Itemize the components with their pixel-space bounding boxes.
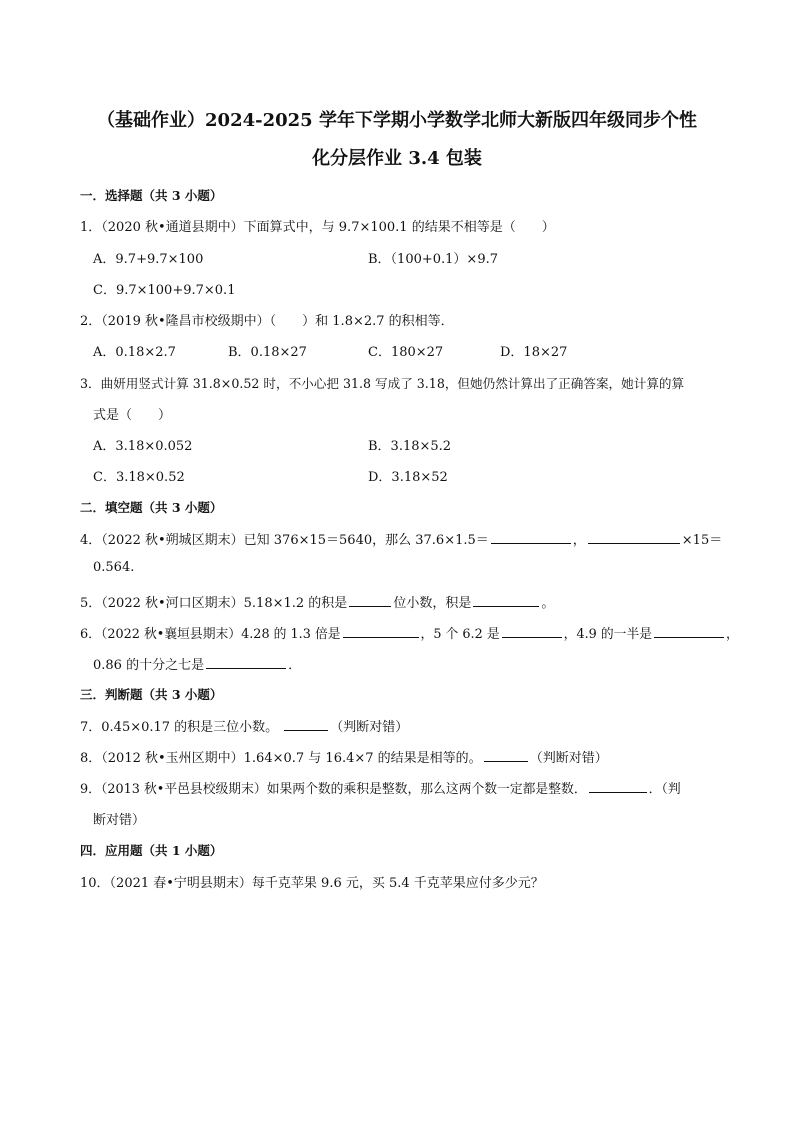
question-3-option-d: D．3.18×52 [368,470,448,485]
question-3-option-a: A．3.18×0.052 [93,439,193,454]
question-9-line-2: 断对错） [93,813,146,828]
question-2-stem: 2．（2019 秋•隆昌市校级期中）（ ）和 1.8×2.7 的积相等． [80,314,454,329]
question-2-option-b: B．0.18×27 [228,345,307,360]
question-6-line-2 [93,654,301,673]
question-4-line-2: 0.564. [93,560,135,575]
question-5-text-2: 位小数，积是 [393,596,472,611]
question-3-option-b: B．3.18×5.2 [368,439,452,454]
question-10-stem: 10．（2021 春•宁明县期末）每千克苹果 9.6 元，买 5.4 千克苹果应付多少元？ [80,876,544,891]
answer-blank[interactable] [588,531,680,544]
question-1-option-b: B．（100+0.1）×9.7 [368,252,499,267]
question-5-text-3: 。 [541,596,555,611]
question-6-text-2: ，5 个 6.2 是 [420,627,500,642]
question-3-option-c: C．3.18×0.52 [93,470,185,485]
question-9-text-2: ．（判 [648,782,681,797]
question-7 [80,716,408,735]
question-5-text-1: 5．（2022 秋•河口区期末）5.18×1.2 的积是 [80,596,348,611]
question-6-text-5: 0.86 的十分之七是 [93,658,205,673]
worksheet-title [60,102,734,178]
answer-blank[interactable] [206,656,286,669]
question-9-line-1 [80,778,681,797]
question-6-text-4: ， [726,627,739,642]
title-line-2: 化分层作业 3.4 包装 [312,148,482,169]
section-heading-application: 四．应用题（共 1 小题） [80,843,223,858]
answer-blank[interactable] [502,625,562,638]
question-6-text-3: ，4.9 的一半是 [563,627,653,642]
answer-blank[interactable] [473,594,539,607]
question-1-option-c: C．9.7×100+9.7×0.1 [93,283,236,298]
title-line-1: （基础作业）2024-2025 学年下学期小学数学北师大新版四年级同步个性 [97,110,697,131]
answer-blank[interactable] [284,718,328,731]
question-6-text-1: 6．（2022 秋•襄垣县期末）4.28 的 1.3 倍是 [80,627,341,642]
question-3-stem-line-1: 3．曲妍用竖式计算 31.8×0.52 时，不小心把 31.8 写成了 3.18，但她仍然计算出了正确答案，她计算的算 [80,376,685,391]
question-8-text-2: （判断对错） [529,751,608,766]
answer-blank[interactable] [484,749,528,762]
question-6-text-6: ． [288,658,302,673]
question-2-option-c: C．180×27 [368,345,444,360]
question-1-stem: 1．（2020 秋•通道县期中）下面算式中，与 9.7×100.1 的结果不相等是（ ） [80,220,555,235]
question-1-option-a: A．9.7+9.7×100 [93,252,204,267]
question-4-text-3: ×15＝ [681,533,723,548]
question-7-text-1: 7．0.45×0.17 的积是三位小数。 [80,720,279,735]
answer-blank[interactable] [491,531,571,544]
answer-blank[interactable] [589,780,647,793]
question-4-text-1: 4．（2022 秋•朔城区期末）已知 376×15＝5640，那么 37.6×1.5＝ [80,533,489,548]
question-8-text-1: 8．（2012 秋•玉州区期中）1.64×0.7 与 16.4×7 的结果是相等的。 [80,751,482,766]
section-heading-choice: 一．选择题（共 3 小题） [80,188,223,203]
answer-blank[interactable] [654,625,724,638]
question-4-text-2: ， [572,533,586,548]
question-2-option-a: A．0.18×2.7 [93,345,176,360]
answer-blank[interactable] [349,594,391,607]
question-4-line-1 [80,529,722,548]
section-heading-fill-blank: 二．填空题（共 3 小题） [80,500,223,515]
question-6-line-1 [80,623,739,642]
question-8 [80,747,608,766]
question-7-text-2: （判断对错） [330,720,409,735]
question-9-text-1: 9．（2013 秋•平邑县校级期末）如果两个数的乘积是整数，那么这两个数一定都是整数． [80,782,587,797]
section-heading-true-false: 三．判断题（共 3 小题） [80,687,223,702]
question-2-option-d: D．18×27 [500,345,568,360]
question-5 [80,592,554,611]
question-3-stem-line-2: 式是（ ） [93,408,172,423]
answer-blank[interactable] [343,625,419,638]
